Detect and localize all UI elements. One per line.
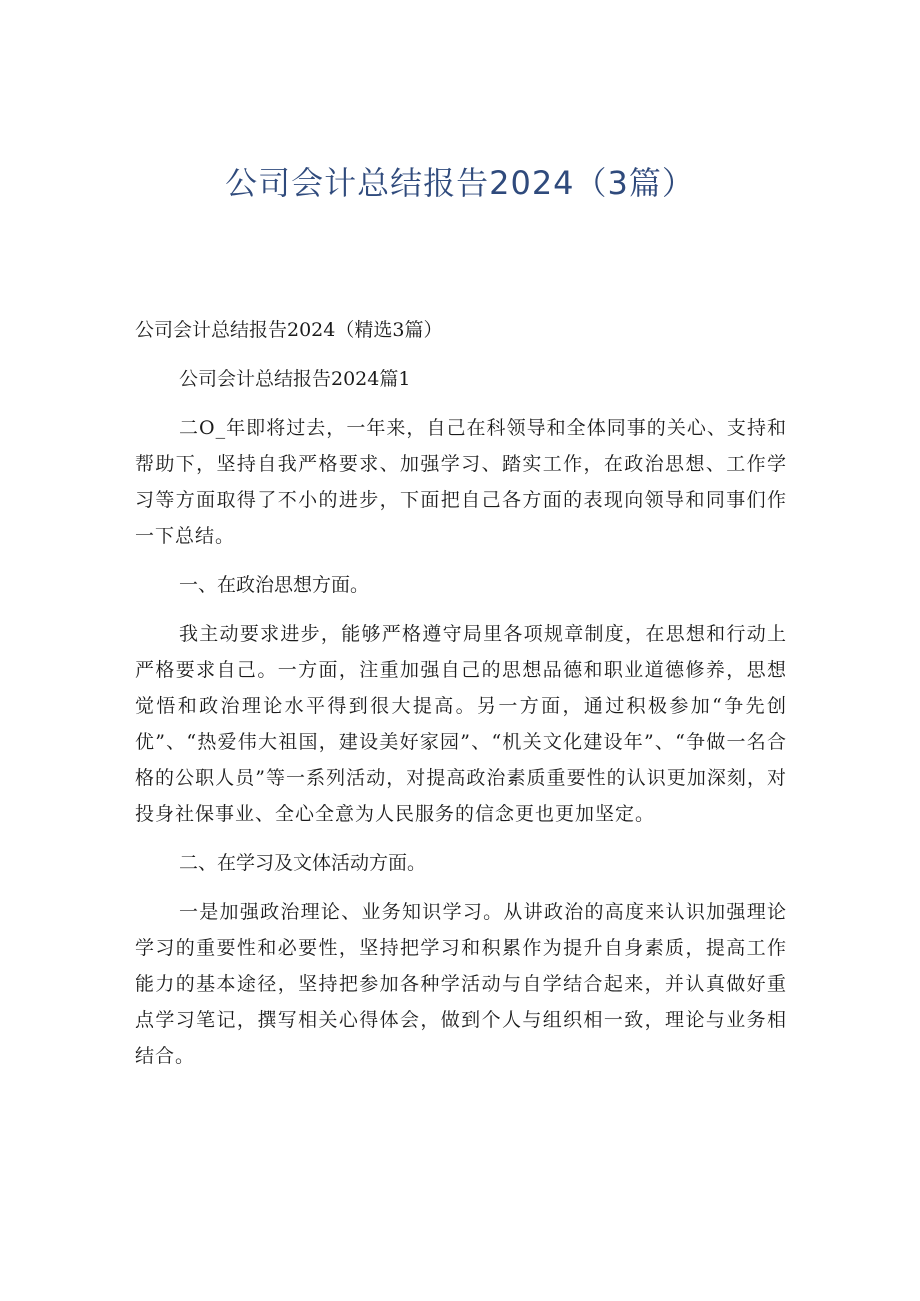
paragraph-heading-study: 二、在学习及文体活动方面。 [179, 852, 427, 874]
paragraph-section-heading: 公司会计总结报告2024篇1 [179, 368, 411, 390]
paragraph-intro: 二O_年即将过去，一年来，自己在科领导和全体同事的关心、支持和帮助下，坚持自我严格要求、加强学习、踏实工作，在政治思想、工作学习等方面取得了不小的进步，下面把自己各方面的表现向领导和同事们作一下总结。 [135, 417, 787, 547]
document-title: 公司会计总结报告2024（3篇） [225, 164, 695, 202]
paragraph-subtitle: 公司会计总结报告2024（精选3篇） [135, 319, 443, 341]
paragraph-study: 一是加强政治理论、业务知识学习。从讲政治的高度来认识加强理论学习的重要性和必要性，坚持把学习和积累作为提升自身素质，提高工作能力的基本途径，坚持把参加各种学活动与自学结合起来，并认真做好重点学习笔记，撰写相关心得体会，做到个人与组织相一致，理论与业务相结合。 [135, 901, 787, 1067]
document-body [135, 312, 787, 1087]
paragraph-heading-politics: 一、在政治思想方面。 [179, 574, 370, 596]
paragraph-politics: 我主动要求进步，能够严格遵守局里各项规章制度，在思想和行动上严格要求自己。一方面，注重加强自己的思想品德和职业道德修养，思想觉悟和政治理论水平得到很大提高。另一方面，通过积极参加“争先创优”、“热爱伟大祖国，建设美好家园”、“机关文化建设年”、“争做一名合格的公职人员”等一系列活动，对提高政治素质重要性的认识更加深刻，对投身社保事业、全心全意为人民服务的信念更也更加坚定。 [135, 623, 787, 825]
